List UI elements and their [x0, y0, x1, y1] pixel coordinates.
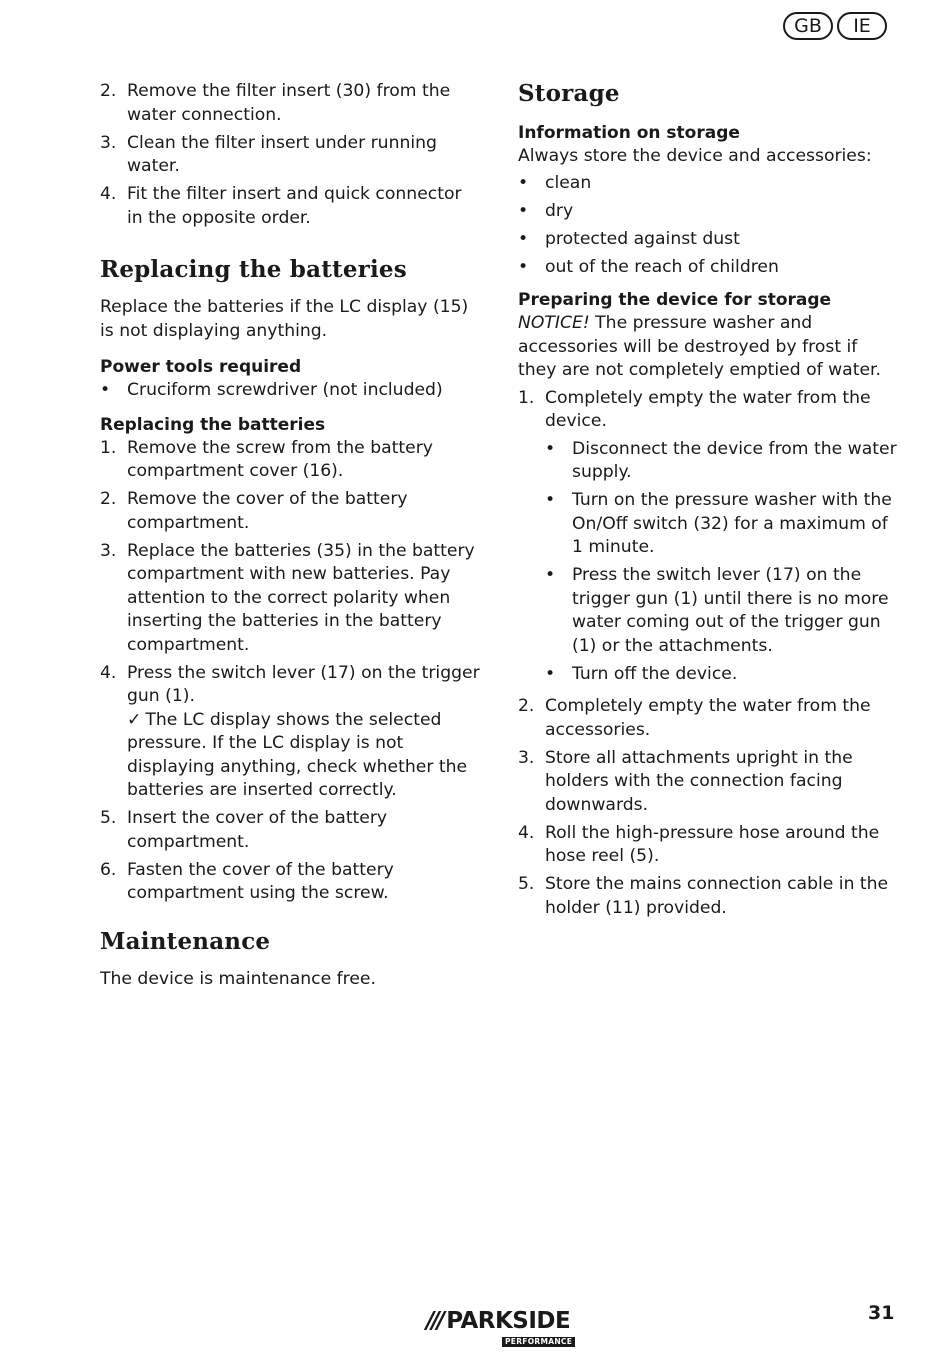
list-item: [518, 695, 900, 742]
sub-step-text: Turn on the pressure washer with the On/Off switch (32) for a maximum of 1 minute.: [572, 490, 892, 557]
condition-text: dry: [545, 200, 574, 221]
list-item: [518, 822, 900, 869]
bullet-icon: •: [518, 256, 529, 277]
step-result: The LC display shows the selected pressure. If the LC display is not displaying anything, check whether the batteries are inserted correctly.: [127, 709, 468, 800]
section-heading-batteries: Replacing the batteries: [100, 256, 407, 283]
logo-wordmark: [426, 1308, 586, 1334]
list-item: [100, 488, 482, 535]
list-item: [518, 873, 900, 920]
condition-text: out of the reach of children: [545, 256, 779, 277]
list-item: [518, 256, 900, 280]
step-number: 3.: [100, 540, 117, 561]
step-text: Fasten the cover of the battery compartment using the screw.: [127, 859, 394, 903]
sub-step-text: Press the switch lever (17) on the trigger gun (1) until there is no more water coming out of the trigger gun (1) or the attachments.: [572, 565, 889, 656]
maintenance-text: The device is maintenance free.: [100, 968, 376, 989]
frost-notice: [518, 312, 900, 383]
step-text: Store the mains connection cable in the holder (11) provided.: [545, 874, 889, 918]
lang-badge-ie: IE: [837, 12, 887, 40]
list-item: [545, 489, 900, 560]
bullet-icon: •: [545, 438, 556, 459]
tools-heading: Power tools required: [100, 357, 302, 377]
sub-step-text: Turn off the device.: [572, 663, 738, 684]
step-text: Roll the high-pressure hose around the hose reel (5).: [545, 822, 880, 866]
list-item: [100, 437, 482, 484]
checkmark-icon: ✓: [127, 709, 142, 730]
step-number: 6.: [100, 859, 117, 880]
list-item: [100, 662, 482, 803]
list-item: [545, 438, 900, 485]
list-item: [545, 564, 900, 658]
step-body: [545, 387, 900, 691]
list-item: [100, 132, 482, 179]
step-text: Press the switch lever (17) on the trigger gun (1).: [127, 662, 480, 706]
step-number: 5.: [100, 808, 117, 828]
step-number: 1.: [518, 387, 535, 408]
list-item: [518, 172, 900, 196]
storage-info-intro: Always store the device and accessories:: [518, 146, 872, 166]
step-number: 1.: [100, 437, 117, 458]
bullet-icon: •: [518, 228, 529, 249]
logo-text: PARKSIDE: [446, 1308, 571, 1334]
list-item: [518, 387, 900, 691]
condition-text: clean: [545, 172, 592, 193]
page-number: 31: [868, 1302, 895, 1324]
battery-steps-heading: Replacing the batteries: [100, 414, 326, 435]
section-heading-maintenance: Maintenance: [100, 927, 271, 955]
parkside-logo: [426, 1308, 586, 1350]
notice-text: The pressure washer and accessories will be destroyed by frost if they are not completely emptied of water.: [518, 313, 881, 380]
list-item: [100, 807, 482, 854]
step-number: 2.: [100, 81, 117, 101]
step-text: Fit the filter insert and quick connector in the opposite order.: [127, 184, 462, 228]
bullet-icon: •: [518, 172, 529, 193]
step-text: Completely empty the water from the accessories.: [545, 696, 871, 740]
list-item: [100, 183, 482, 230]
step-number: 3.: [518, 747, 535, 768]
storage-prep-heading: Preparing the device for storage: [518, 290, 832, 310]
list-item: [545, 663, 900, 687]
batteries-intro: Replace the batteries if the LC display (15) is not displaying anything.: [100, 297, 469, 341]
list-item: [518, 200, 900, 224]
storage-info-heading: Information on storage: [518, 123, 740, 143]
step-number: 4.: [518, 822, 535, 843]
step-number: 2.: [518, 696, 535, 716]
bullet-icon: •: [545, 565, 556, 585]
bullet-icon: •: [100, 380, 111, 400]
step-number: 2.: [100, 489, 117, 509]
notice-label: NOTICE!: [518, 313, 590, 333]
section-heading-storage: Storage: [518, 80, 620, 107]
step-text: Replace the batteries (35) in the battery compartment with new batteries. Pay attention to the correct polarity when inserting the batteries in the battery compartment.: [127, 540, 475, 655]
step-text: Clean the filter insert under running water.: [127, 132, 437, 176]
storage-steps: [518, 387, 900, 921]
logo-subtitle: PERFORMANCE: [502, 1337, 575, 1347]
list-item: [100, 379, 482, 403]
tool-text: Cruciform screwdriver (not included): [127, 380, 443, 400]
battery-steps: [100, 437, 482, 906]
step-text: Remove the screw from the battery compartment cover (16).: [127, 437, 433, 481]
language-badges: [783, 12, 887, 40]
sub-step-text: Disconnect the device from the water supply.: [572, 438, 897, 482]
condition-text: protected against dust: [545, 228, 740, 249]
list-item: [100, 859, 482, 906]
step-text: Completely empty the water from the device.: [545, 387, 871, 431]
right-column: [518, 80, 900, 925]
tools-list: [100, 379, 482, 403]
bullet-icon: •: [518, 200, 529, 221]
bullet-icon: •: [545, 663, 556, 684]
step-body: [127, 662, 482, 803]
step-number: 4.: [100, 662, 117, 683]
sub-steps-list: [545, 438, 900, 687]
step-number: 4.: [100, 184, 117, 204]
step-number: 5.: [518, 874, 535, 894]
step-text: Store all attachments upright in the holders with the connection facing downwards.: [545, 747, 853, 815]
list-item: [518, 747, 900, 818]
step-number: 3.: [100, 132, 117, 153]
lang-badge-gb: GB: [783, 12, 833, 40]
step-text: Insert the cover of the battery compartment.: [127, 808, 388, 852]
list-item: [100, 80, 482, 127]
storage-conditions-list: [518, 172, 900, 280]
bullet-icon: •: [545, 490, 556, 510]
left-column: [100, 80, 482, 991]
list-item: [518, 228, 900, 252]
filter-steps: [100, 80, 482, 230]
logo-slashes-icon: ///: [426, 1308, 443, 1334]
step-text: Remove the cover of the battery compartment.: [127, 489, 408, 533]
step-text: Remove the filter insert (30) from the water connection.: [127, 81, 451, 125]
list-item: [100, 540, 482, 658]
